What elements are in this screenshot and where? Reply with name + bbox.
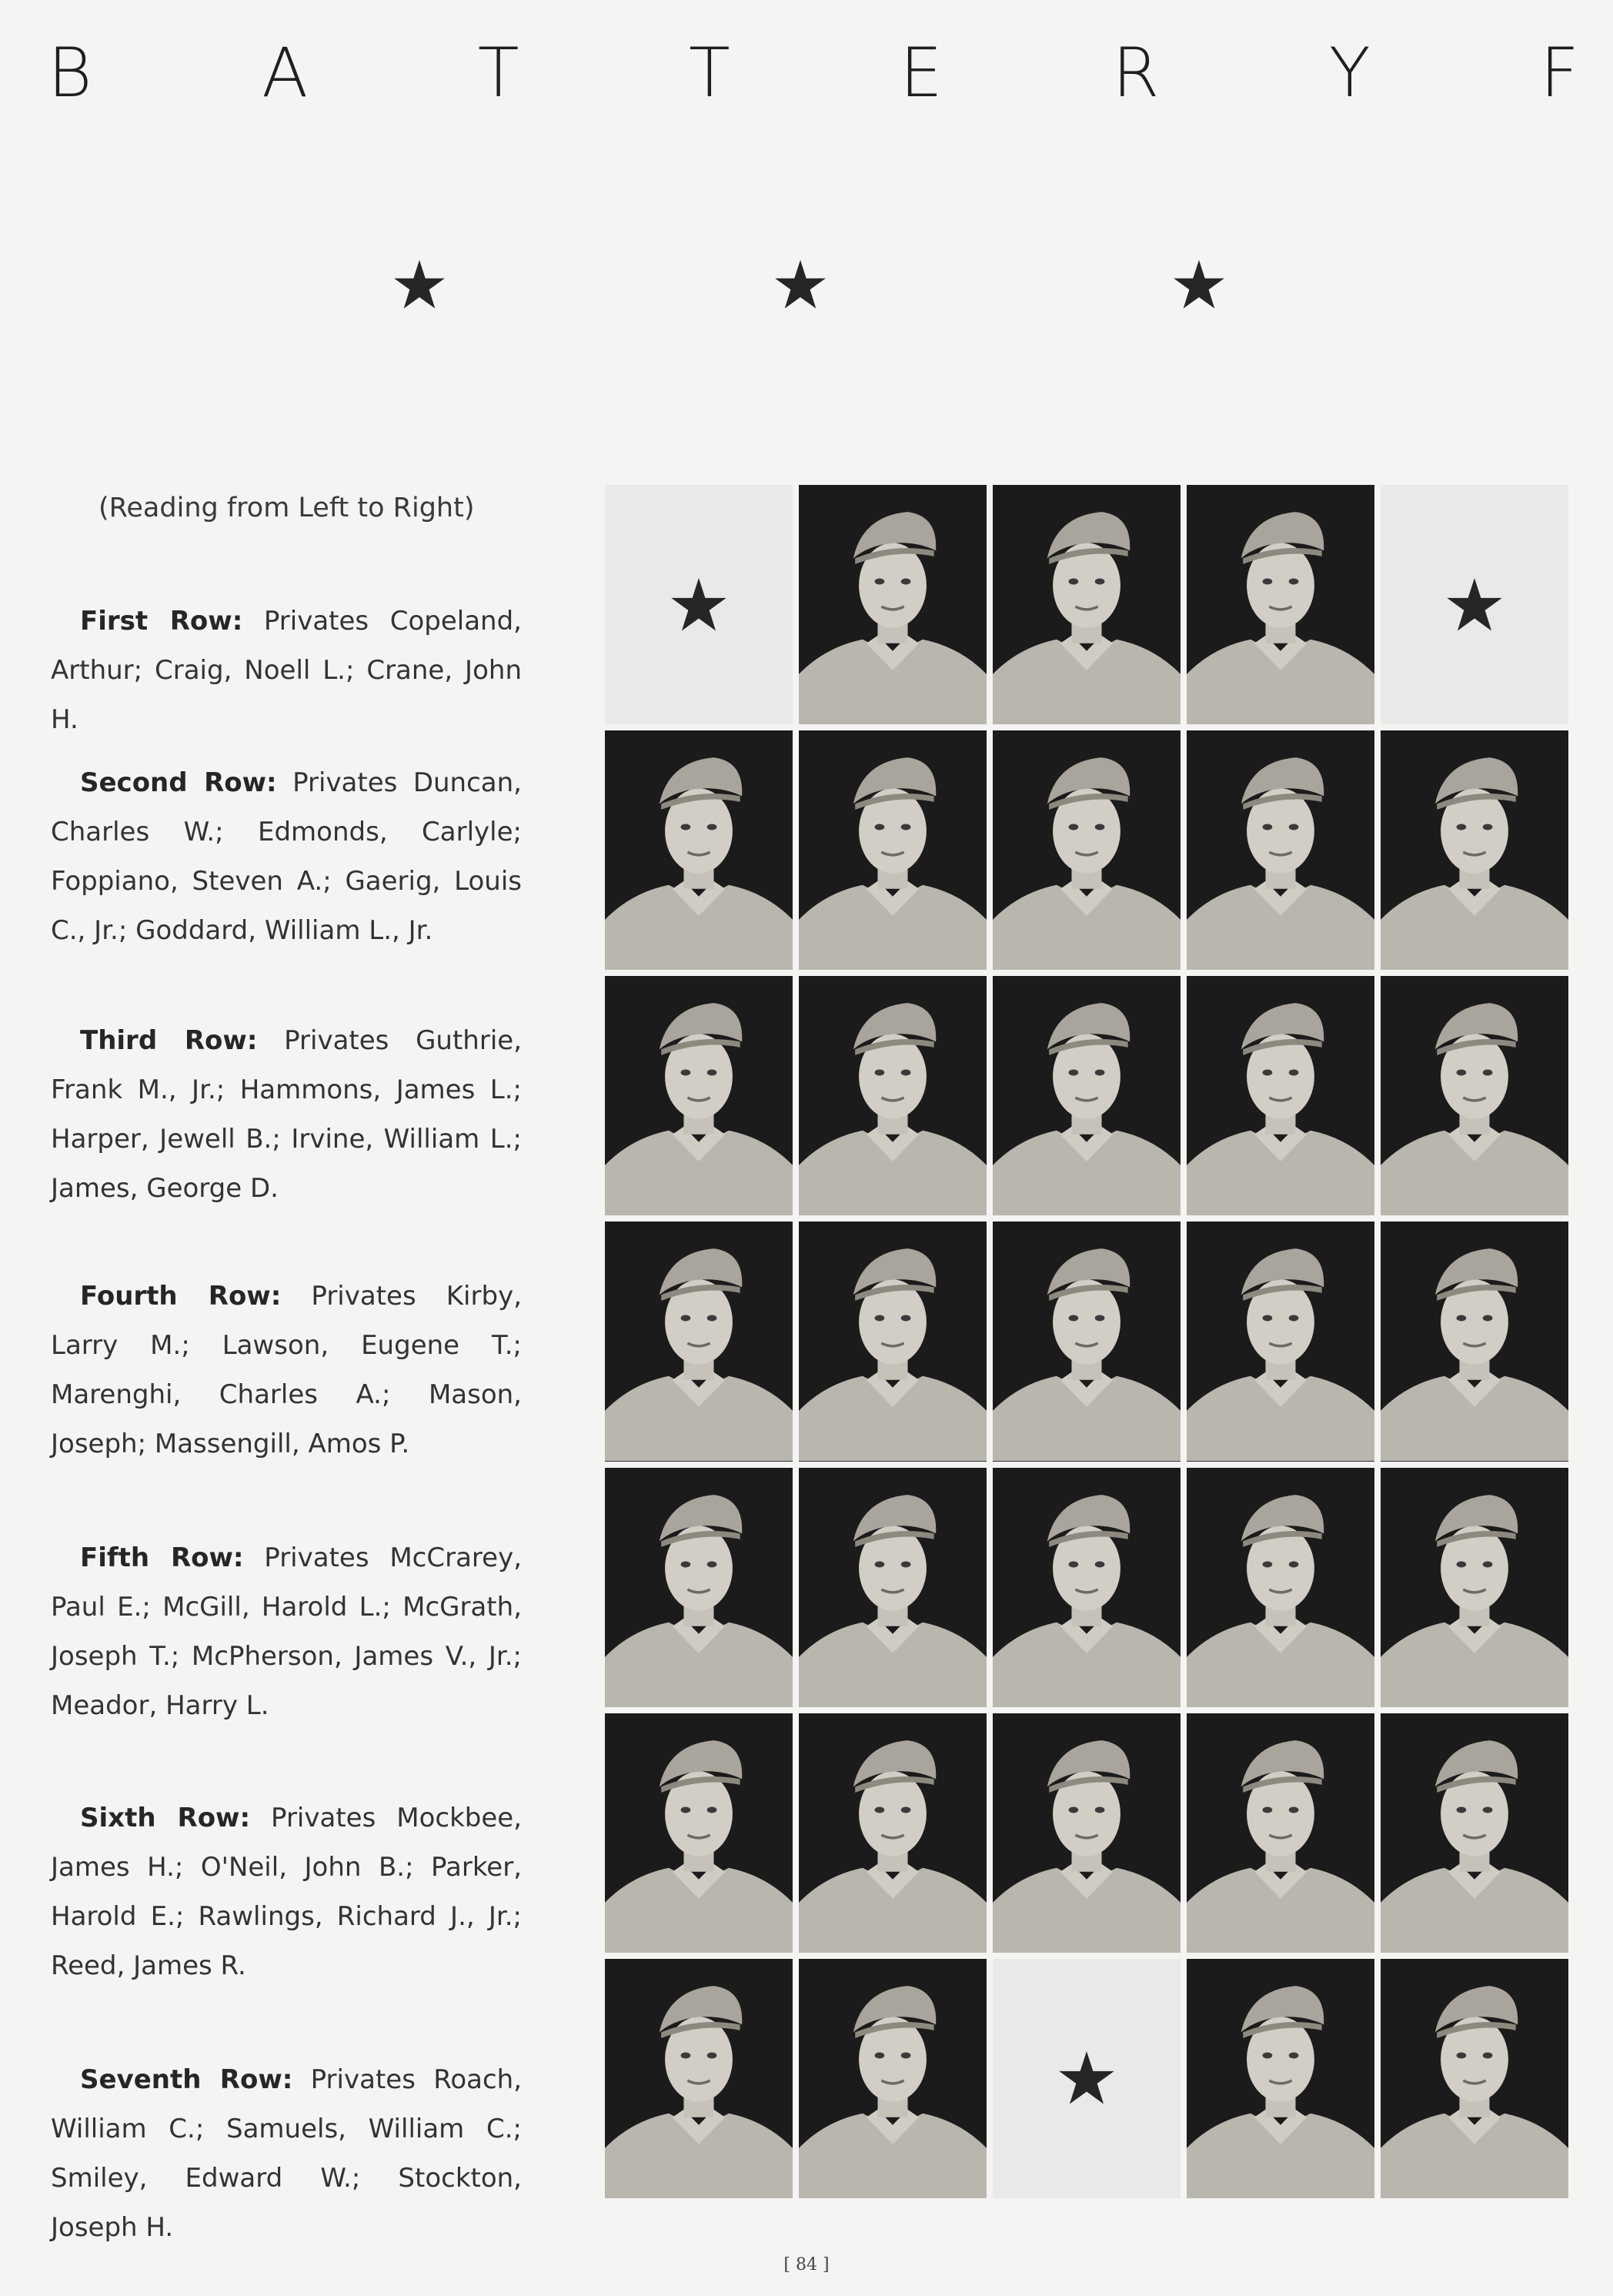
grid-star-cell xyxy=(993,1959,1181,2198)
soldier-portrait xyxy=(1381,1468,1568,1707)
soldier-portrait xyxy=(799,1713,987,1953)
row-caption-4 xyxy=(51,1272,522,1469)
title-letter: E xyxy=(900,33,943,112)
soldier-portrait xyxy=(799,730,987,970)
soldier-portrait xyxy=(993,1222,1181,1461)
row-caption-6 xyxy=(51,1793,522,1990)
soldier-portrait xyxy=(1381,1959,1568,2198)
soldier-portrait xyxy=(1187,730,1374,970)
decorative-star-row xyxy=(0,258,1613,319)
row-caption-5 xyxy=(51,1533,522,1730)
title-letter: Y xyxy=(1329,33,1371,112)
row-names: Privates Roach, William C.; Samuels, William C.; Smiley, Edward W.; Stockton, Joseph H. xyxy=(51,2064,523,2243)
soldier-portrait xyxy=(1187,1959,1374,2198)
row-label: Fourth Row: xyxy=(80,1281,282,1312)
row-names: Privates Kirby, Larry M.; Lawson, Eugene T.; Marenghi, Charles A.; Mason, Joseph; Massengill, Amos P. xyxy=(51,1281,522,1459)
row-caption-3 xyxy=(51,1016,522,1213)
title-letter: T xyxy=(689,33,730,112)
soldier-portrait xyxy=(605,1222,793,1461)
soldier-portrait xyxy=(1381,976,1568,1215)
page-title xyxy=(48,31,1579,115)
grid-star-cell xyxy=(1381,485,1568,724)
row-names: Privates Duncan, Charles W.; Edmonds, Carlyle; Foppiano, Steven A.; Gaerig, Louis C., Jr.; Goddard, William L., Jr. xyxy=(51,767,522,946)
soldier-portrait xyxy=(993,976,1181,1215)
row-label: Sixth Row: xyxy=(80,1803,251,1833)
soldier-portrait xyxy=(993,1468,1181,1707)
row-caption-2 xyxy=(51,758,522,955)
soldier-portrait xyxy=(993,730,1181,970)
soldier-portrait xyxy=(1381,1222,1568,1461)
grid-star-cell xyxy=(605,485,793,724)
star-icon xyxy=(1172,258,1226,312)
row-names: Privates Guthrie, Frank M., Jr.; Hammons, James L.; Harper, Jewell B.; Irvine, William L.; James, George D. xyxy=(51,1025,523,1204)
soldier-portrait xyxy=(799,485,987,724)
star-icon xyxy=(1057,2049,1116,2107)
title-letter: A xyxy=(262,33,309,112)
soldier-portrait xyxy=(993,1713,1181,1953)
title-letter: F xyxy=(1540,33,1579,112)
title-letter: R xyxy=(1112,33,1160,112)
soldier-portrait xyxy=(993,485,1181,724)
row-label: Seventh Row: xyxy=(80,2064,293,2095)
row-caption-1 xyxy=(51,597,522,744)
soldier-portrait xyxy=(605,1959,793,2198)
row-label: Fifth Row: xyxy=(80,1542,244,1573)
star-icon xyxy=(773,258,827,312)
title-letter: B xyxy=(48,33,92,112)
star-icon xyxy=(392,258,446,312)
soldier-portrait xyxy=(799,1222,987,1461)
soldier-portrait xyxy=(799,1959,987,2198)
soldier-portrait xyxy=(605,976,793,1215)
reading-direction-note: (Reading from Left to Right) xyxy=(99,493,475,523)
soldier-portrait xyxy=(605,1468,793,1707)
soldier-portrait xyxy=(1187,485,1374,724)
soldier-portrait xyxy=(605,1713,793,1953)
row-label: First Row: xyxy=(80,606,243,637)
row-caption-7 xyxy=(51,2055,522,2252)
page-number: [ 84 ] xyxy=(783,2255,830,2274)
soldier-portrait xyxy=(1187,1222,1374,1461)
soldier-portrait xyxy=(1187,1468,1374,1707)
soldier-portrait xyxy=(799,1468,987,1707)
row-names: Privates McCrarey, Paul E.; McGill, Harold L.; McGrath, Joseph T.; McPherson, James V., Jr.; Meador, Harry L. xyxy=(51,1542,522,1721)
title-letter: T xyxy=(477,33,519,112)
row-label: Second Row: xyxy=(80,767,277,798)
star-icon xyxy=(670,576,728,634)
row-label: Third Row: xyxy=(80,1025,258,1056)
soldier-portrait xyxy=(799,976,987,1215)
soldier-portrait xyxy=(1381,730,1568,970)
soldier-portrait xyxy=(1187,976,1374,1215)
portrait-grid xyxy=(605,485,1568,2198)
row-names: Privates Mockbee, James H.; O'Neil, John B.; Parker, Harold E.; Rawlings, Richard J., Jr.; Reed, James R. xyxy=(51,1803,522,1981)
soldier-portrait xyxy=(605,730,793,970)
star-icon xyxy=(1445,576,1504,634)
row-names: Privates Copeland, Arthur; Craig, Noell L.; Crane, John H. xyxy=(51,606,522,735)
soldier-portrait xyxy=(1187,1713,1374,1953)
soldier-portrait xyxy=(1381,1713,1568,1953)
